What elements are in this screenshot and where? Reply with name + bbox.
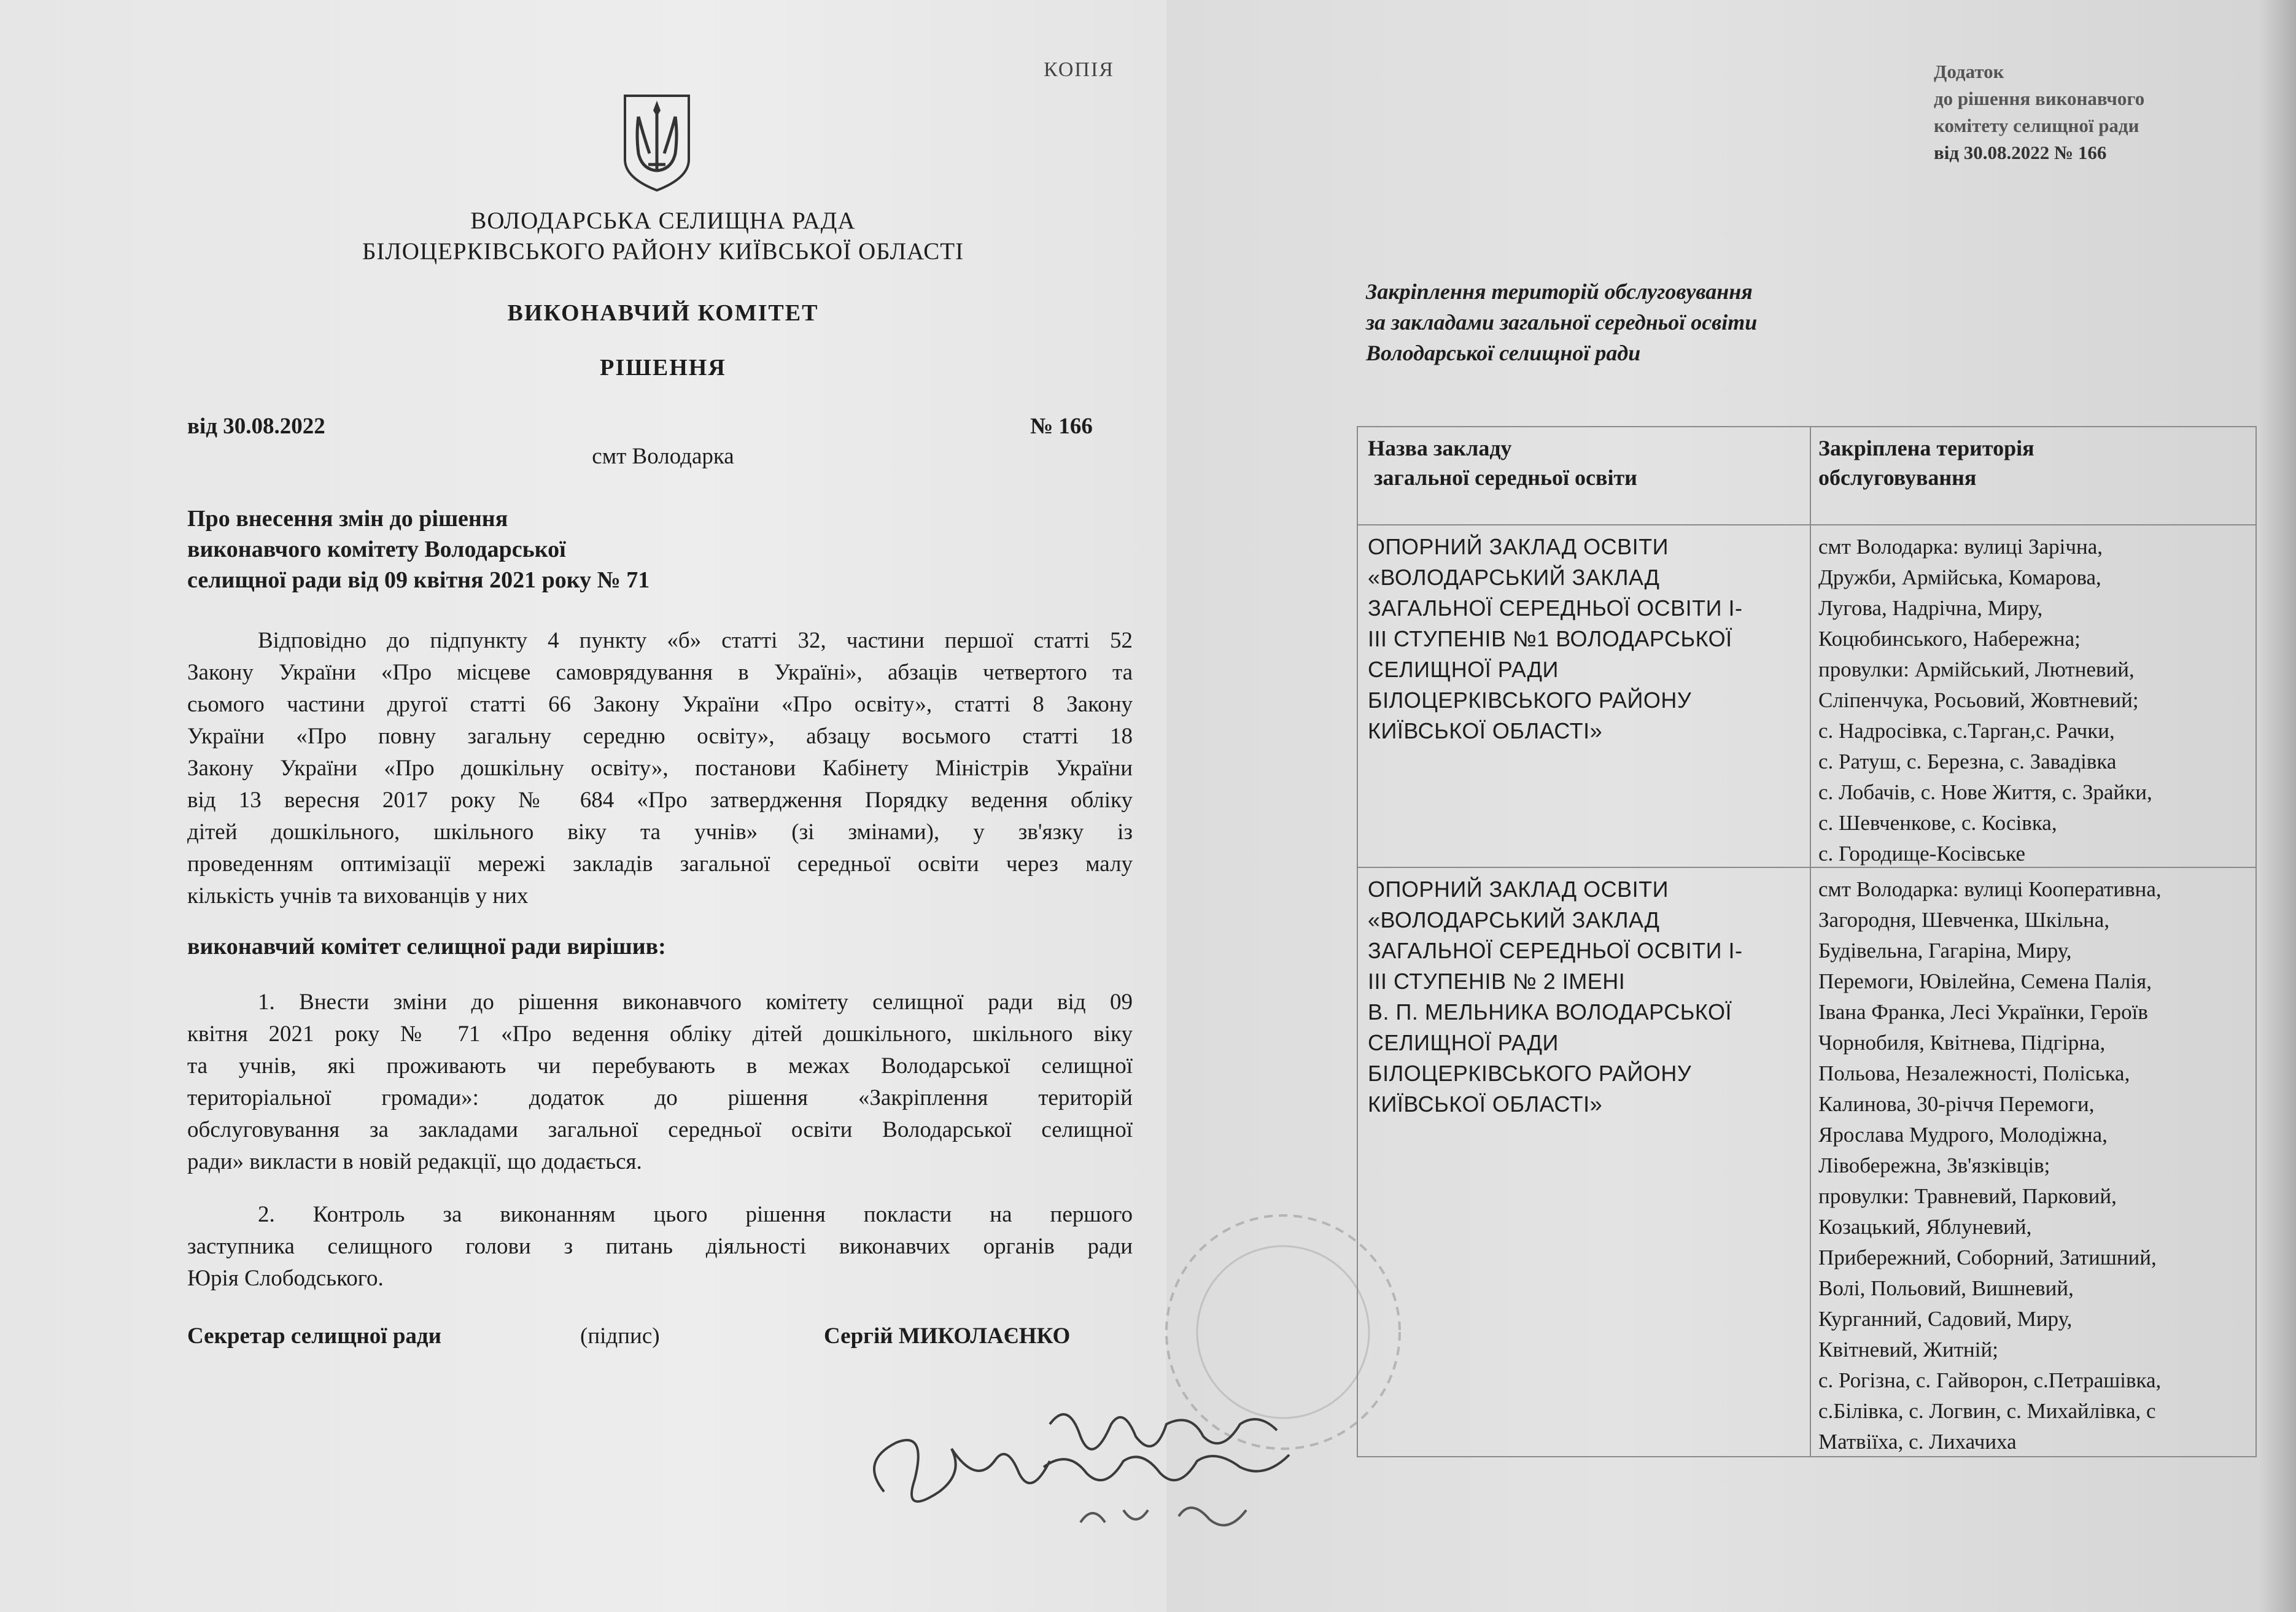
text-line: територіальної громади»: додаток до рішення «Закріплення територій — [187, 1085, 1133, 1110]
text-line: дітей дошкільного, шкільного віку та учнів» (зі змінами), у зв'язку із — [187, 820, 1133, 845]
school-name-cell — [1358, 525, 1811, 867]
territory-line: Загородня, Шевченка, Шкільна, — [1818, 908, 2110, 932]
school-name-cell — [1358, 868, 1811, 1456]
text-line: Закону України «Про місцеве самоврядування в Україні», абзаців четвертого та — [187, 660, 1133, 685]
territory-line: Матвіїха, с. Лихачиха — [1818, 1430, 2017, 1454]
annex-reference-line: від 30.08.2022 № 166 — [1934, 142, 2107, 163]
territory-line: с. Городище-Косівське — [1818, 842, 2026, 866]
territory-line: с. Рогізна, с. Гайворон, с.Петрашівка, — [1818, 1368, 2162, 1392]
subject-line: виконавчого комітету Володарської — [187, 537, 566, 562]
school-line: КИЇВСЬКОЇ ОБЛАСТІ» — [1368, 1091, 1603, 1117]
territory-line: провулки: Армійський, Лютневий, — [1818, 657, 2135, 681]
territory-line: смт Володарка: вулиці Кооперативна, — [1818, 877, 2162, 901]
territory-line: Польова, Незалежності, Поліська, — [1818, 1061, 2130, 1085]
item-2-paragraph — [187, 1199, 1133, 1295]
school-line: КИЇВСЬКОЇ ОБЛАСТІ» — [1368, 718, 1603, 743]
decision-title: РІШЕННЯ — [600, 355, 726, 381]
annex-reference — [1934, 58, 2144, 166]
subject-line: Про внесення змін до рішення — [187, 506, 508, 532]
table-header-row — [1358, 427, 2255, 524]
preamble-paragraph — [187, 625, 1133, 912]
school-line: ОПОРНИЙ ЗАКЛАД ОСВІТИ — [1368, 877, 1669, 902]
signature-note: (підпис) — [580, 1323, 660, 1349]
table-row — [1358, 867, 2255, 1456]
territory-line: провулки: Травневий, Парковий, — [1818, 1184, 2117, 1208]
text-line: та учнів, які проживають чи перебувають в межах Володарської селищної — [187, 1053, 1133, 1079]
text-line: сьомого частини другої статті 66 Закону України «Про освіту», статті 8 Закону — [187, 692, 1133, 717]
school-line: ЗАГАЛЬНОЇ СЕРЕДНЬОЇ ОСВІТИ І- — [1368, 938, 1743, 963]
resolve-statement: виконавчий комітет селищної ради вирішив: — [187, 934, 666, 959]
annex-reference-line: до рішення виконавчого — [1934, 88, 2145, 109]
text-line: квітня 2021 року № 71 «Про ведення обліку дітей дошкільного, шкільного віку — [187, 1021, 1133, 1047]
territory-line: Волі, Польовий, Вишневий, — [1818, 1276, 2074, 1300]
territory-line: смт Володарка: вулиці Зарічна, — [1818, 535, 2103, 559]
council-name — [172, 206, 1154, 267]
territory-line: Дружби, Армійська, Комарова, — [1818, 565, 2101, 589]
item-1-paragraph — [187, 986, 1133, 1178]
territory-line: Калинова, 30-річчя Перемоги, — [1818, 1092, 2095, 1116]
text-line: Відповідно до підпункту 4 пункту «б» статті 32, частини першої статті 52 — [258, 628, 1133, 653]
territory-table — [1357, 426, 2257, 1457]
school-line: «ВОЛОДАРСЬКИЙ ЗАКЛАД — [1368, 907, 1660, 932]
territory-line: Козацький, Яблуневий, — [1818, 1215, 2032, 1239]
header-cell-territory — [1811, 427, 2255, 524]
school-line: ОПОРНИЙ ЗАКЛАД ОСВІТИ — [1368, 534, 1669, 559]
school-line: СЕЛИЩНОЇ РАДИ — [1368, 657, 1559, 682]
decision-number: № 166 — [1030, 414, 1093, 439]
territory-line: с. Надросівка, с.Тарган,с. Рачки, — [1818, 719, 2115, 743]
territory-line: Івана Франка, Лесі Українки, Героїв — [1818, 1000, 2148, 1024]
territory-line: с. Лобачів, с. Нове Життя, с. Зрайки, — [1818, 780, 2152, 804]
school-line: ІІІ СТУПЕНІВ № 2 ІМЕНІ — [1368, 969, 1626, 994]
council-line: ВОЛОДАРСЬКА СЕЛИЩНА РАДА — [470, 207, 856, 234]
territory-line: Чорнобиля, Квітнева, Підгірна, — [1818, 1031, 2106, 1055]
text-line: Закону України «Про дошкільну освіту», постанови Кабінету Міністрів України — [187, 756, 1133, 781]
decision-place: смт Володарка — [592, 444, 734, 469]
header-cell-school — [1358, 427, 1811, 524]
territory-line: Квітневий, Житній; — [1818, 1338, 1998, 1362]
subject-line: селищної ради від 09 квітня 2021 року № 71 — [187, 567, 650, 593]
annex-title — [1366, 276, 1757, 368]
school-line: «ВОЛОДАРСЬКИЙ ЗАКЛАД — [1368, 565, 1660, 590]
territory-line: Лугова, Надрічна, Миру, — [1818, 596, 2043, 620]
signatory-role: Секретар селищної ради — [187, 1323, 441, 1349]
trident-emblem-icon — [620, 92, 694, 193]
header-line: обслуговування — [1818, 465, 1977, 490]
territory-line: с. Шевченкове, с. Косівка, — [1818, 811, 2057, 835]
territory-cell — [1811, 525, 2255, 867]
header-line: Закріплена територія — [1818, 436, 2034, 460]
copy-mark: КОПІЯ — [1044, 58, 1114, 81]
annex-title-line: Володарської селищної ради — [1366, 341, 1641, 365]
territory-line: с.Білівка, с. Логвин, с. Михайлівка, с — [1818, 1399, 2156, 1423]
text-line: 2. Контроль за виконанням цього рішення покласти на першого — [258, 1202, 1133, 1227]
territory-line: Коцюбинського, Набережна; — [1818, 627, 2081, 651]
territory-line: Сліпенчука, Росьовий, Жовтневий; — [1818, 688, 2139, 712]
annex-title-line: за закладами загальної середньої освіти — [1366, 310, 1758, 335]
territory-line: с. Ратуш, с. Березна, с. Завадівка — [1818, 750, 2117, 773]
council-line: БІЛОЦЕРКІВСЬКОГО РАЙОНУ КИЇВСЬКОЇ ОБЛАСТІ — [362, 238, 964, 265]
text-line: Юрія Слободського. — [187, 1266, 384, 1291]
text-line: ради» викласти в новій редакції, що додається. — [187, 1149, 642, 1174]
school-line: ЗАГАЛЬНОЇ СЕРЕДНЬОЇ ОСВІТИ І- — [1368, 595, 1743, 621]
territory-line: Лівобережна, Зв'язківців; — [1818, 1153, 2050, 1177]
signatory-name: Сергій МИКОЛАЄНКО — [824, 1323, 1071, 1349]
territory-line: Курганний, Садовий, Миру, — [1818, 1307, 2073, 1331]
school-line: В. П. МЕЛЬНИКА ВОЛОДАРСЬКОЇ — [1368, 999, 1732, 1025]
territory-cell — [1811, 868, 2255, 1456]
header-line: загальної середньої освіти — [1374, 465, 1637, 490]
territory-line: Перемоги, Ювілейна, Семена Палія, — [1818, 969, 2152, 993]
text-line: заступника селищного голови з питань діяльності виконавчих органів ради — [187, 1234, 1133, 1259]
text-line: кількість учнів та вихованців у них — [187, 883, 529, 909]
committee-title: ВИКОНАВЧИЙ КОМІТЕТ — [507, 300, 819, 326]
handwritten-signature — [847, 1387, 1326, 1547]
header-line: Назва закладу — [1368, 436, 1512, 460]
text-line: проведенням оптимізації мережі закладів загальної середньої освіти через малу — [187, 851, 1133, 877]
territory-line: Ярослава Мудрого, Молодіжна, — [1818, 1123, 2108, 1147]
school-line: ІІІ СТУПЕНІВ №1 ВОЛОДАРСЬКОЇ — [1368, 626, 1732, 651]
annex-reference-line: комітету селищної ради — [1934, 115, 2139, 136]
territory-line: Будівельна, Гагаріна, Миру, — [1818, 939, 2072, 963]
annex-reference-line: Додаток — [1934, 61, 2004, 82]
text-line: від 13 вересня 2017 року № 684 «Про затвердження Порядку ведення обліку — [187, 788, 1133, 813]
school-line: БІЛОЦЕРКІВСЬКОГО РАЙОНУ — [1368, 1061, 1692, 1086]
table-row — [1358, 524, 2255, 867]
decision-subject — [187, 503, 650, 595]
annex-title-line: Закріплення територій обслуговування — [1366, 279, 1753, 304]
text-line: обслуговування за закладами загальної середньої освіти Володарської селищної — [187, 1117, 1133, 1142]
school-line: БІЛОЦЕРКІВСЬКОГО РАЙОНУ — [1368, 688, 1692, 713]
school-line: СЕЛИЩНОЇ РАДИ — [1368, 1030, 1559, 1055]
territory-line: Прибережний, Соборний, Затишний, — [1818, 1246, 2157, 1269]
decision-date: від 30.08.2022 — [187, 414, 325, 439]
text-line: України «Про повну загальну середню освіту», абзацу восьмого статті 18 — [187, 724, 1133, 749]
text-line: 1. Внести зміни до рішення виконавчого комітету селищної ради від 09 — [258, 990, 1133, 1015]
